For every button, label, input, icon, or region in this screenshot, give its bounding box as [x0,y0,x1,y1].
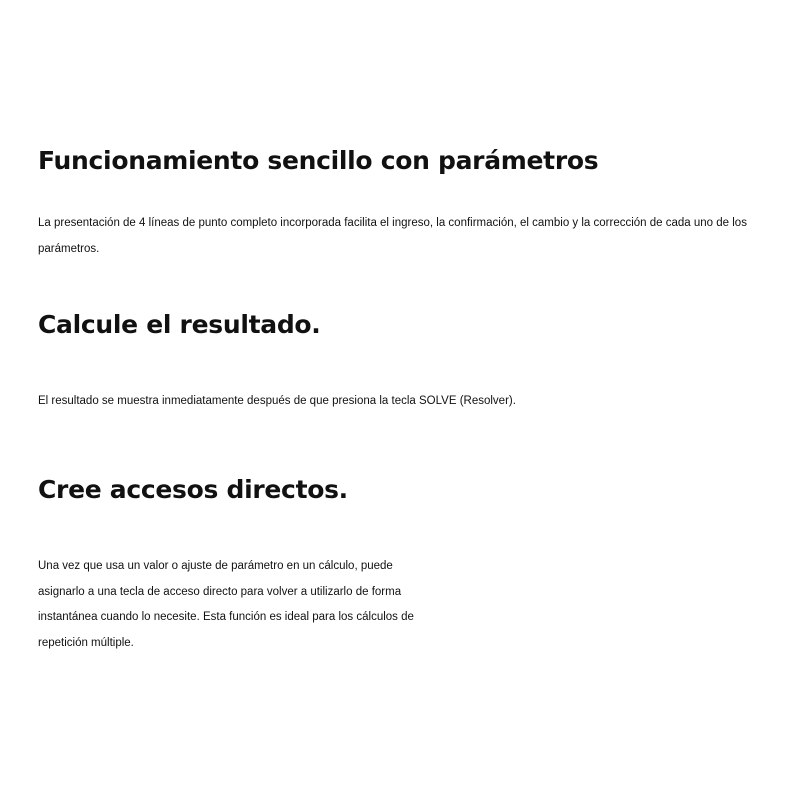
section-heading-simple-operation: Funcionamiento sencillo con parámetros [38,146,599,175]
section-body-calculate-result: El resultado se muestra inmediatamente después de que presiona la tecla SOLVE (Resolver). [38,395,516,407]
section-body-shortcuts: Una vez que usa un valor o ajuste de parámetro en un cálculo, puede asignarlo a una tecla de acceso directo para volver a utilizarlo de forma instantánea cuando lo necesite. Esta función es ideal para los cálculos de repetición múltiple. [38,560,414,649]
section-heading-shortcuts: Cree accesos directos. [38,475,348,504]
section-body-simple-operation: La presentación de 4 líneas de punto completo incorporada facilita el ingreso, la confirmación, el cambio y la corrección de cada uno de los parámetros. [38,217,747,255]
section-heading-calculate-result: Calcule el resultado. [38,310,321,339]
